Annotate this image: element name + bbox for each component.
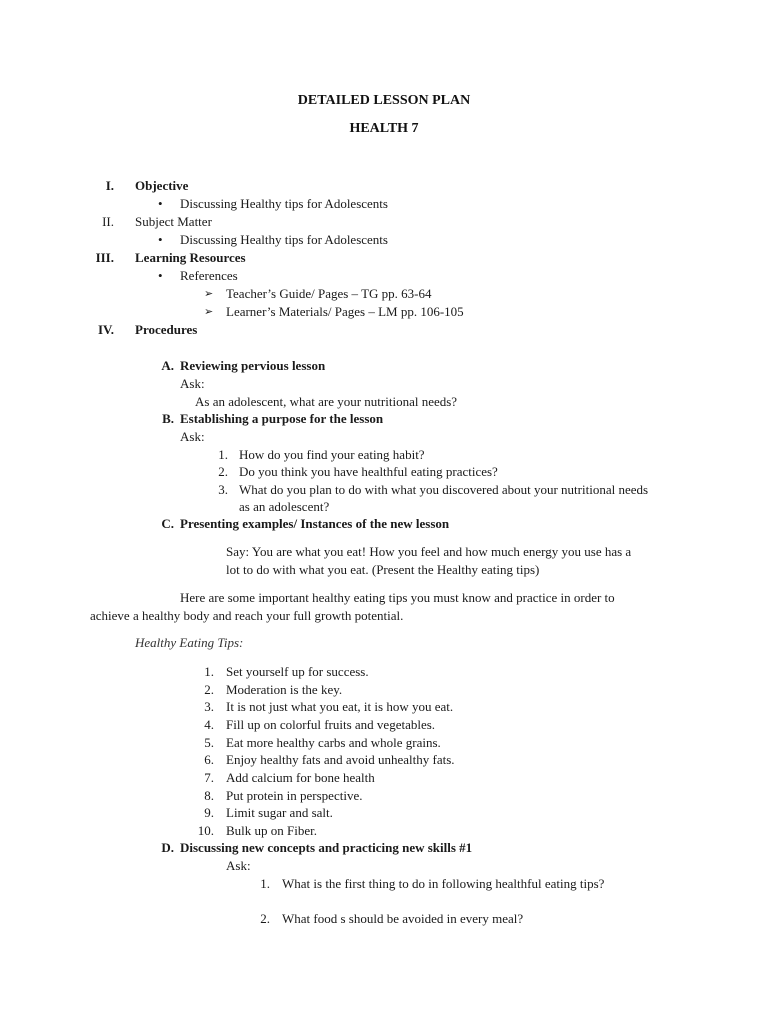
tip-item: Put protein in perspective. xyxy=(226,788,363,803)
bullet-icon: • xyxy=(158,268,163,283)
section-number: II. xyxy=(102,214,114,229)
section-heading: Procedures xyxy=(135,322,198,337)
procedure-letter: A. xyxy=(161,358,174,373)
tip-number: 3. xyxy=(204,699,214,714)
list-item: How do you find your eating habit? xyxy=(239,447,425,462)
tip-number: 8. xyxy=(204,788,214,803)
section-number: I. xyxy=(105,178,114,193)
tip-number: 1. xyxy=(204,664,214,679)
ask-label: Ask: xyxy=(180,429,205,444)
tip-item: Eat more healthy carbs and whole grains. xyxy=(226,735,441,750)
tip-number: 6. xyxy=(204,752,214,767)
tip-number: 9. xyxy=(204,805,214,820)
bullet-icon: • xyxy=(158,196,163,211)
section-heading: Subject Matter xyxy=(135,214,212,229)
list-number: 1. xyxy=(218,447,228,462)
tip-item: It is not just what you eat, it is how you eat. xyxy=(226,699,454,714)
bullet-icon: • xyxy=(158,232,163,247)
paragraph-text: Here are some important healthy eating tips you must know and practice in order to xyxy=(180,590,615,605)
reference-item: Learner’s Materials/ Pages – LM pp. 106-105 xyxy=(226,304,464,319)
document-title: DETAILED LESSON PLAN xyxy=(297,93,471,108)
list-item-continuation: as an adolescent? xyxy=(239,499,330,514)
procedure-heading: Discussing new concepts and practicing new skills #1 xyxy=(180,840,473,855)
procedure-letter: D. xyxy=(161,840,174,855)
arrow-bullet-icon: ➢ xyxy=(204,288,214,300)
section-heading: Learning Resources xyxy=(135,250,246,265)
tip-item: Add calcium for bone health xyxy=(226,770,375,785)
list-number: 2. xyxy=(260,911,270,926)
ask-label: Ask: xyxy=(226,858,251,873)
ask-label: Ask: xyxy=(180,376,205,391)
list-item: What do you plan to do with what you discovered about your nutritional needs xyxy=(239,482,649,497)
arrow-bullet-icon: ➢ xyxy=(204,306,214,318)
procedure-letter: C. xyxy=(161,516,174,531)
procedure-letter: B. xyxy=(162,411,174,426)
tip-item: Limit sugar and salt. xyxy=(226,805,333,820)
tip-item: Set yourself up for success. xyxy=(226,664,369,679)
document-subtitle: HEALTH 7 xyxy=(349,121,419,136)
bullet-text: References xyxy=(180,268,238,283)
bullet-text: Discussing Healthy tips for Adolescents xyxy=(180,196,388,211)
list-number: 3. xyxy=(218,482,228,497)
tip-item: Enjoy healthy fats and avoid unhealthy fats. xyxy=(226,752,455,767)
list-item: Do you think you have healthful eating practices? xyxy=(239,464,498,479)
tip-item: Fill up on colorful fruits and vegetables. xyxy=(226,717,436,732)
tip-number: 7. xyxy=(204,770,214,785)
list-item: What is the first thing to do in following healthful eating tips? xyxy=(282,876,605,891)
tip-number: 4. xyxy=(204,717,214,732)
tip-number: 2. xyxy=(204,682,214,697)
paragraph-text: achieve a healthy body and reach your full growth potential. xyxy=(90,608,404,623)
list-number: 1. xyxy=(260,876,270,891)
section-number: IV. xyxy=(97,322,114,337)
say-text: lot to do with what you eat. (Present the Healthy eating tips) xyxy=(226,562,540,577)
say-text: Say: You are what you eat! How you feel and how much energy you use has a xyxy=(226,544,632,559)
question-text: As an adolescent, what are your nutritional needs? xyxy=(195,394,458,409)
procedure-heading: Establishing a purpose for the lesson xyxy=(180,411,384,426)
tip-number: 10. xyxy=(197,823,214,838)
list-number: 2. xyxy=(218,464,228,479)
section-number: III. xyxy=(95,250,114,265)
bullet-text: Discussing Healthy tips for Adolescents xyxy=(180,232,388,247)
procedure-heading: Presenting examples/ Instances of the new lesson xyxy=(180,516,450,531)
procedure-heading: Reviewing pervious lesson xyxy=(180,358,326,373)
section-heading: Objective xyxy=(135,178,189,193)
tips-heading: Healthy Eating Tips: xyxy=(135,635,244,650)
tip-number: 5. xyxy=(204,735,214,750)
tip-item: Bulk up on Fiber. xyxy=(226,823,318,838)
reference-item: Teacher’s Guide/ Pages – TG pp. 63-64 xyxy=(226,286,432,301)
tip-item: Moderation is the key. xyxy=(226,682,343,697)
list-item: What food s should be avoided in every meal? xyxy=(282,911,524,926)
